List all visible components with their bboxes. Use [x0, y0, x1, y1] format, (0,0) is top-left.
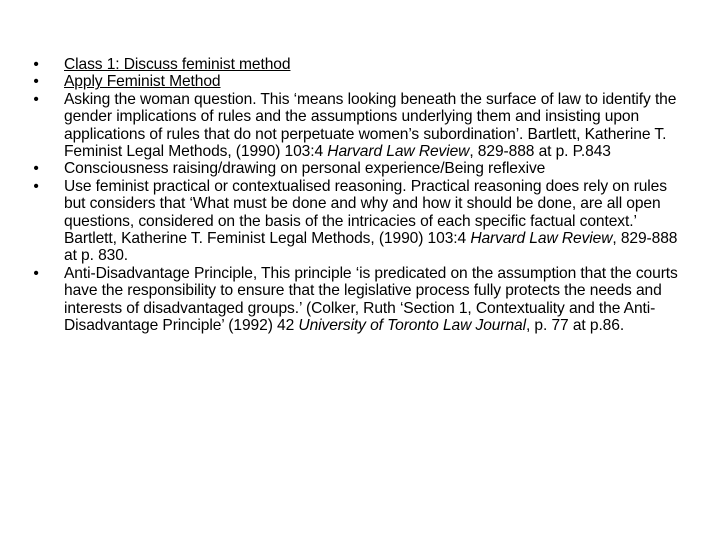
item-text	[64, 91, 676, 160]
bullet-item	[30, 73, 690, 90]
text-run: Consciousness raising/drawing on personal experience/Being reflexive	[64, 160, 546, 178]
text-run: , p. 77 at p.86.	[525, 317, 625, 335]
text-run: Apply Feminist Method	[64, 73, 221, 91]
bullet-dot-icon: •	[33, 90, 39, 108]
text-run: Asking the woman question. This ‘means looking beneath the surface of law to identify the gender implications of rules and the assumptions underlying them and insisting upon applications of rules that do not perpetuate women’s subordination’. Bartlett, Katherine T. Feminist Legal Methods, (1990) 103:4	[64, 90, 677, 161]
bullet-dot-icon: •	[33, 160, 39, 178]
bullet-item	[30, 265, 690, 335]
bullet-dot-icon: •	[33, 56, 39, 73]
journal-title: Harvard Law Review	[470, 230, 613, 248]
text-run: Use feminist practical or contextualised reasoning. Practical reasoning does rely on rules but considers that ‘What must be done and why and how it should be done, are all open questions, considered on the basis of the intricacies of each specific factual context.’ Bartlett, Katherine T. Feminist Legal Methods, (1990) 103:4	[64, 177, 667, 248]
bullet-item	[30, 56, 690, 73]
text-run: , 829-888 at p. 830.	[64, 230, 678, 265]
bullet-item	[30, 91, 690, 161]
bullet-dot-icon: •	[33, 177, 39, 195]
item-text	[64, 178, 677, 265]
bullet-item	[30, 178, 690, 265]
text-run: Class 1: Discuss feminist method	[64, 56, 291, 73]
item-text	[64, 160, 545, 177]
journal-title: University of Toronto Law Journal	[298, 317, 526, 335]
text-run: Anti-Disadvantage Principle, This principle ‘is predicated on the assumption that the courts have the responsibility to ensure that the legislative process fully protects the needs and interests of disadvantaged groups.’ (Colker, Ruth ‘Section 1, Contextuality and the Anti-Disadvantage Principle’ (1992) 42	[64, 264, 678, 335]
underlined-item-text	[64, 73, 221, 90]
text-run: , 829-888 at p. P.843	[469, 143, 611, 161]
item-text	[64, 265, 678, 334]
underlined-item-text	[64, 56, 290, 73]
bullet-dot-icon: •	[33, 73, 39, 91]
journal-title: Harvard Law Review	[327, 143, 470, 161]
bullet-dot-icon: •	[33, 264, 39, 282]
bullet-list	[30, 56, 690, 335]
bullet-item	[30, 160, 690, 177]
